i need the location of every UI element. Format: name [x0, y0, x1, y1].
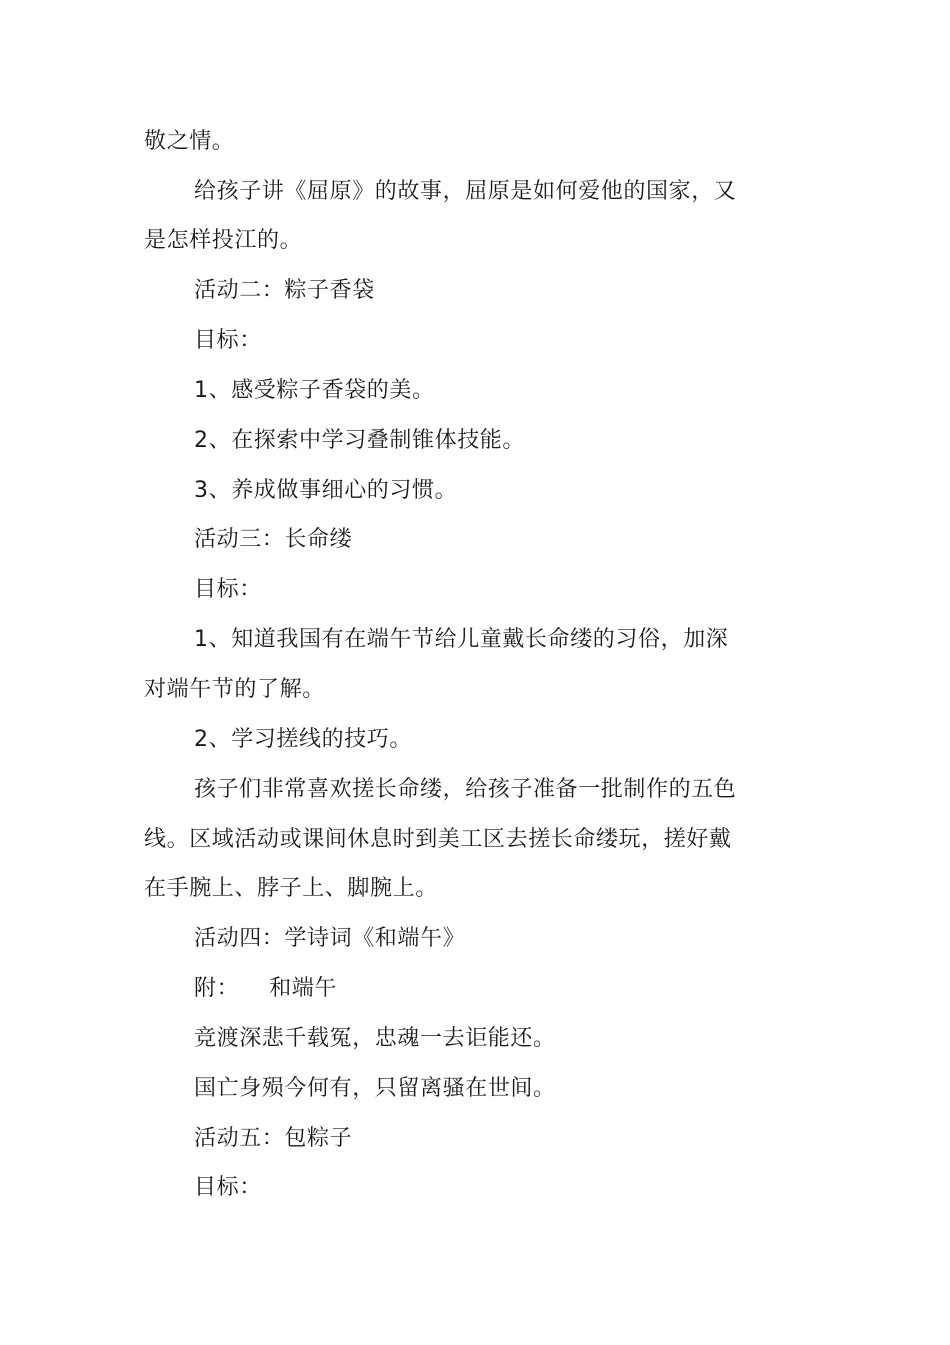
text-line: 孩子们非常喜欢搓长命缕，给孩子准备一批制作的五色 — [194, 777, 737, 802]
list-item: 2、在探索中学习叠制锥体技能。 — [194, 428, 525, 453]
section-heading: 活动五：包粽子 — [194, 1126, 353, 1151]
section-heading: 活动三：长命缕 — [194, 527, 353, 552]
objective-label: 目标： — [194, 1175, 262, 1200]
text-line: 给孩子讲《屈原》的故事，屈原是如何爱他的国家，又 — [194, 179, 737, 204]
appendix-line — [194, 974, 337, 1004]
list-item: 2、学习搓线的技巧。 — [194, 727, 412, 752]
section-heading: 活动二：粽子香袋 — [194, 278, 375, 303]
appendix-label: 附： — [194, 976, 240, 1001]
text-line: 对端午节的了解。 — [144, 677, 325, 702]
list-item: 3、养成做事细心的习惯。 — [194, 478, 458, 503]
objective-label: 目标： — [194, 328, 262, 353]
poem-line: 国亡身殒今何有，只留离骚在世间。 — [194, 1076, 556, 1101]
text-line: 线。区域活动或课间休息时到美工区去搓长命缕玩，搓好戴 — [144, 827, 732, 852]
text-line: 敬之情。 — [144, 129, 235, 154]
list-item: 1、感受粽子香袋的美。 — [194, 378, 435, 403]
poem-title: 和端午 — [269, 976, 338, 1001]
text-line: 是怎样投江的。 — [144, 228, 303, 253]
objective-label: 目标： — [194, 577, 262, 602]
poem-line: 竞渡深悲千载冤，忠魂一去讵能还。 — [194, 1026, 556, 1051]
list-item: 1、知道我国有在端午节给儿童戴长命缕的习俗，加深 — [194, 627, 729, 652]
text-line: 在手腕上、脖子上、脚腕上。 — [144, 876, 438, 901]
section-heading: 活动四：学诗词《和端午》 — [194, 926, 466, 951]
